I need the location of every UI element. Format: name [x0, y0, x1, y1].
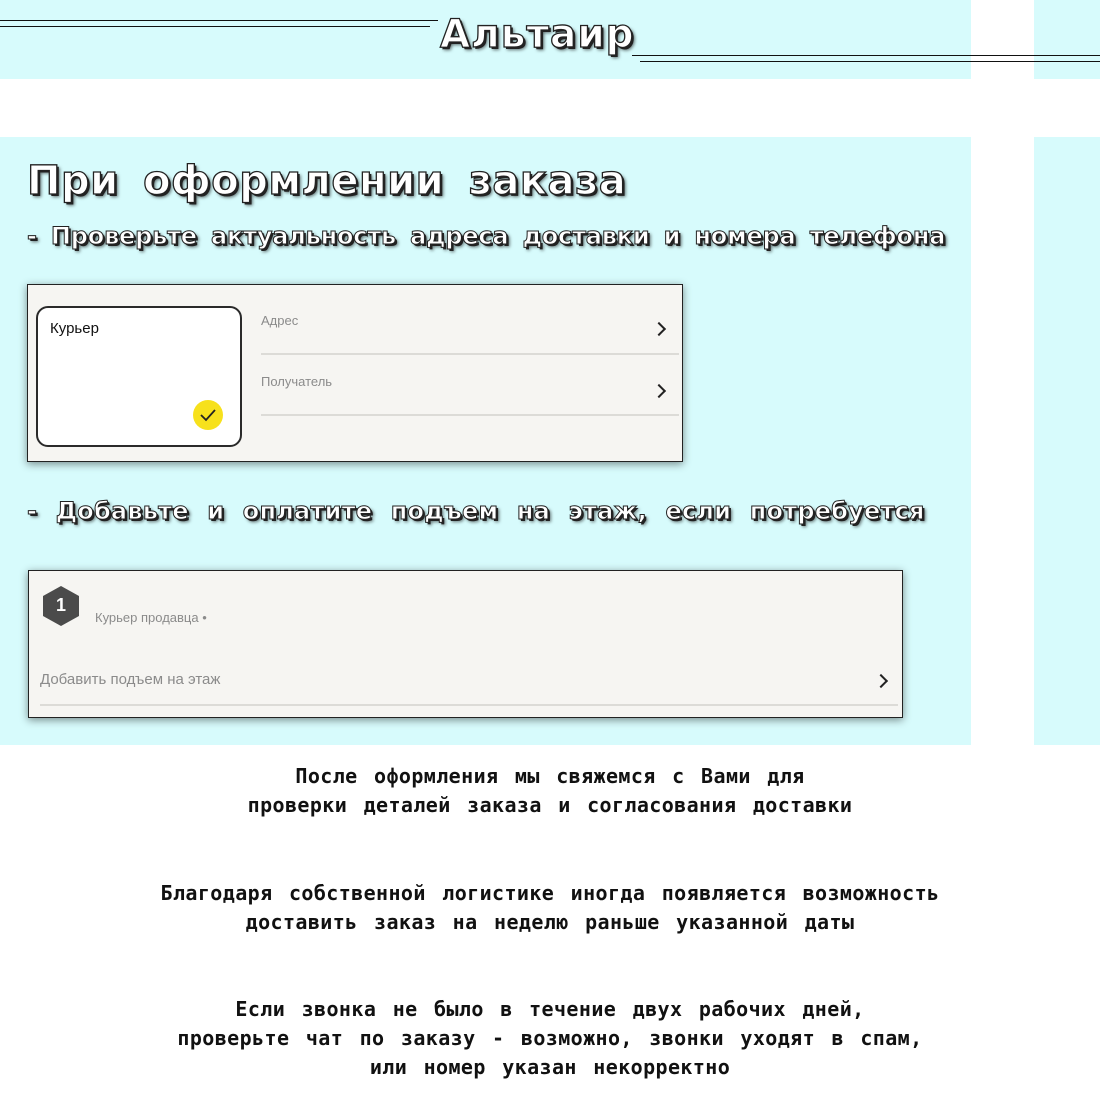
step-address-phone: - Проверьте актуальность адреса доставки и номера телефона: [27, 222, 946, 250]
note-logistics-line: Благодаря собственной логистике иногда появляется возможность: [160, 881, 940, 905]
step-number: 1: [55, 595, 66, 615]
step-number-badge: [41, 585, 81, 627]
courier-option-label: Курьер: [50, 320, 99, 337]
recipient-divider: [261, 414, 679, 416]
recipient-row[interactable]: [261, 365, 679, 415]
lift-card: [28, 570, 903, 718]
chevron-right-icon: [652, 384, 666, 398]
step-floor-lift: - Добавьте и оплатите подъем на этаж, если потребуется: [27, 497, 925, 525]
add-floor-lift-divider: [40, 704, 898, 706]
delivery-card: [27, 284, 683, 462]
note-contact: [0, 762, 1100, 820]
note-no-call-line: Если звонка не было в течение двух рабочих дней,: [235, 997, 865, 1021]
brand-name: Альтаир: [440, 12, 635, 57]
brand-line-right: [632, 55, 1100, 56]
note-logistics-line: доставить заказ на неделю раньше указанной даты: [245, 910, 855, 934]
note-no-call-line: или номер указан некорректно: [369, 1055, 731, 1079]
chevron-right-icon: [652, 322, 666, 336]
check-icon: [193, 400, 223, 430]
content-band-right: [1034, 137, 1100, 745]
brand-line-left: [0, 20, 438, 21]
header-band-right: [1034, 0, 1100, 79]
brand-line-left-2: [0, 26, 430, 27]
chevron-right-icon: [874, 674, 888, 688]
brand-line-right-2: [640, 61, 1100, 62]
recipient-label: Получатель: [261, 374, 333, 389]
note-contact-line: После оформления мы свяжемся с Вами для: [295, 764, 805, 788]
add-floor-lift-row[interactable]: [40, 663, 895, 703]
note-no-call-line: проверьте чат по заказу - возможно, звонки уходят в спам,: [177, 1026, 923, 1050]
note-no-call: [0, 995, 1100, 1082]
note-logistics: [0, 879, 1100, 937]
address-row[interactable]: [261, 305, 679, 355]
section-title: При оформлении заказа: [27, 158, 627, 204]
courier-option[interactable]: [36, 306, 242, 447]
address-divider: [261, 353, 679, 355]
address-label: Адрес: [261, 313, 299, 328]
seller-courier-label: Курьер продавца •: [95, 610, 207, 625]
add-floor-lift-label: Добавить подъем на этаж: [40, 671, 221, 688]
note-contact-line: проверки деталей заказа и согласования доставки: [247, 793, 853, 817]
